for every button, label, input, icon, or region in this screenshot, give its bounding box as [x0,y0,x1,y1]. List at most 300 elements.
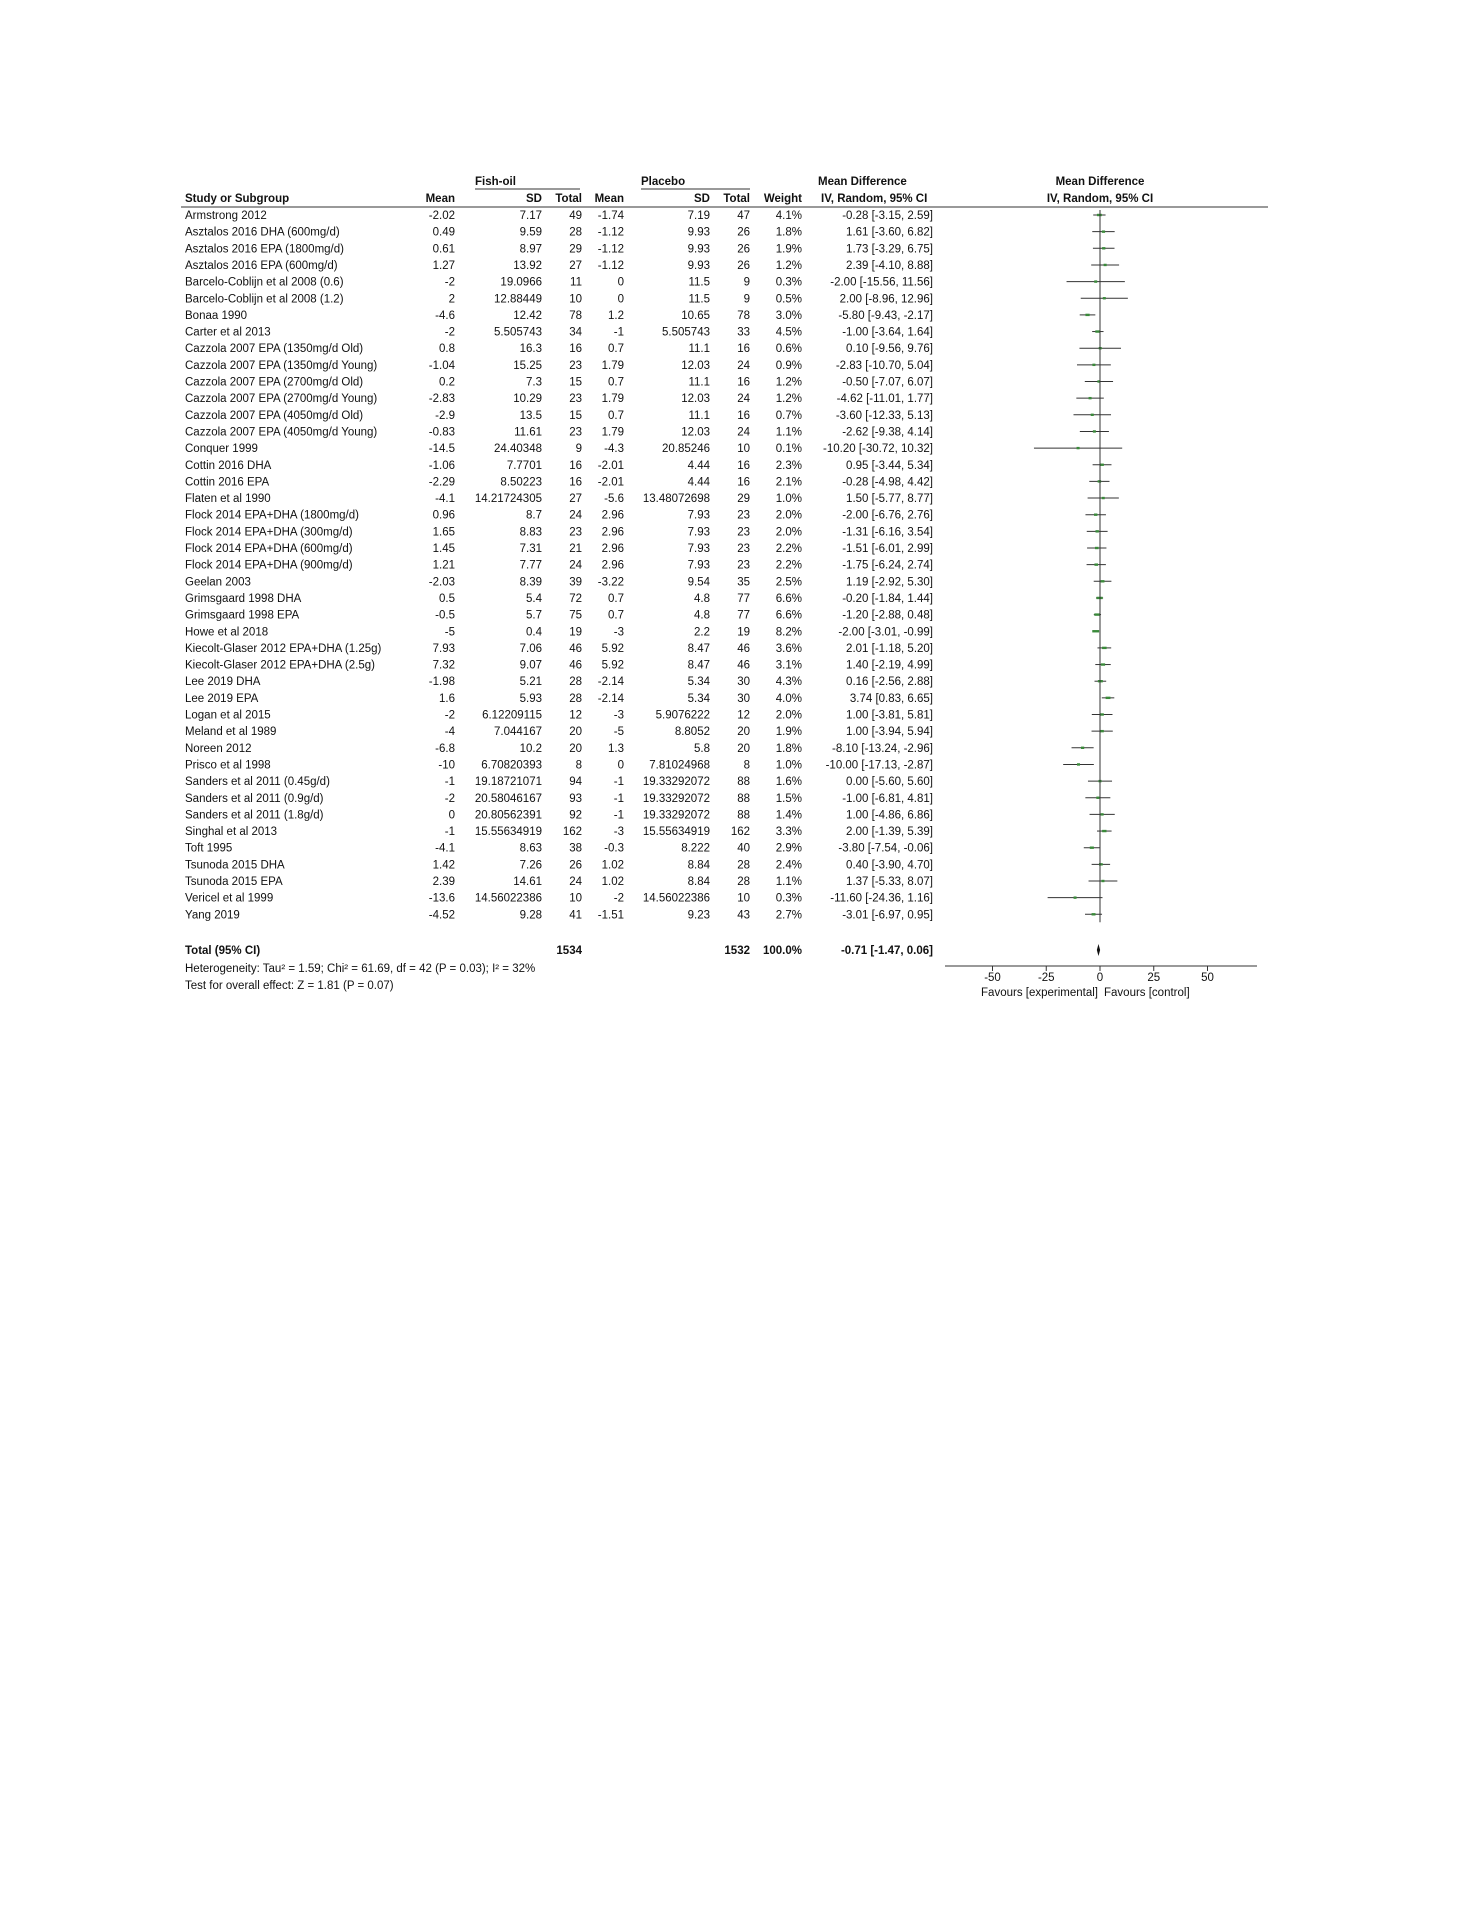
study-name: Cazzola 2007 EPA (1350mg/d Young) [185,359,378,372]
placebo-total: 88 [737,792,750,805]
fish-oil-mean: -5 [444,626,455,639]
point-estimate-marker [1100,730,1103,732]
total-ci: -0.71 [-1.47, 0.06] [840,945,933,957]
study-weight: 0.3% [775,276,802,289]
placebo-sd: 14.56022386 [642,892,710,905]
placebo-sd: 7.93 [687,509,710,522]
fish-oil-total: 38 [569,842,582,855]
mean-difference-ci: 1.37 [-5.33, 8.07] [846,876,933,888]
fish-oil-mean: 0.5 [439,592,455,605]
fish-oil-sd: 10.2 [519,742,542,755]
fish-oil-sd: 7.77 [519,559,542,572]
study-weight: 0.6% [775,343,802,356]
placebo-total: 16 [737,376,750,389]
placebo-mean: 1.79 [601,359,624,372]
table-row [185,660,933,672]
table-row [185,426,933,438]
placebo-mean: 0.7 [608,409,624,422]
fish-oil-total: 26 [569,859,582,872]
table-row [185,360,933,372]
mean-difference-ci: 2.01 [-1.18, 5.20] [846,642,933,655]
study-weight: 1.4% [775,809,802,822]
point-estimate-marker [1081,747,1084,749]
study-name: Prisco et al 1998 [185,759,271,772]
mean-difference-ci: -0.28 [-3.15, 2.59] [842,210,933,222]
study-name: Barcelo-Coblijn et al 2008 (0.6) [185,276,344,289]
placebo-sd: 8.222 [681,842,710,855]
fish-oil-total: 28 [569,226,582,239]
x-tick-label: 50 [1201,972,1214,984]
fish-oil-total: 16 [569,459,582,472]
study-weight: 2.7% [775,909,802,922]
table-row [185,776,933,788]
fish-oil-total: 46 [569,642,582,655]
fish-oil-sd: 7.26 [519,859,542,872]
fish-oil-total: 75 [569,609,582,622]
table-row [185,643,933,655]
table-row [185,893,933,905]
table-row [185,393,933,405]
placebo-total: 77 [737,592,750,605]
placebo-sd: 20.85246 [662,443,710,456]
fish-oil-total: 162 [562,826,582,839]
placebo-total: 20 [737,742,750,755]
mean-difference-ci: 0.10 [-9.56, 9.76] [846,343,933,356]
fish-oil-total: 19 [569,626,582,639]
fish-oil-total: 27 [569,259,582,272]
study-weight: 2.0% [775,709,802,722]
point-estimate-marker [1102,230,1105,232]
table-row [185,210,933,222]
point-estimate-marker [1092,630,1099,632]
study-name: Grimsgaard 1998 DHA [185,592,302,605]
placebo-total: 29 [737,493,750,506]
fish-oil-mean: -13.6 [428,892,455,905]
table-row [185,793,933,805]
table-row [185,260,933,272]
placebo-total: 9 [743,276,750,289]
study-name: Cazzola 2007 EPA (2700mg/d Young) [185,393,378,406]
mean-difference-ci: 2.39 [-4.10, 8.88] [846,259,933,272]
placebo-sd: 7.81024968 [649,759,710,772]
placebo-sd: 12.03 [681,393,710,406]
fish-oil-sd: 9.07 [519,659,542,672]
placebo-sd: 8.84 [687,876,710,888]
point-estimate-marker [1101,880,1104,882]
plot-subheader: IV, Random, 95% CI [1046,193,1154,205]
placebo-sd: 7.19 [687,210,710,222]
table-row [185,876,933,888]
study-weight: 2.1% [775,476,802,489]
study-name: Asztalos 2016 EPA (600mg/d) [185,259,338,272]
fish-oil-mean: 7.93 [432,642,455,655]
study-name: Kiecolt-Glaser 2012 EPA+DHA (2.5g) [185,659,375,672]
mean-difference-ci: -1.20 [-2.88, 0.48] [842,609,933,622]
study-weight: 3.3% [775,826,802,839]
study-name: Grimsgaard 1998 EPA [185,609,300,622]
placebo-mean: 0 [617,759,624,772]
fish-oil-total: 20 [569,726,582,739]
table-row [185,826,933,838]
fish-oil-sd: 12.42 [513,309,542,322]
placebo-mean: -1.51 [597,909,624,922]
table-row [185,476,933,488]
study-name: Barcelo-Coblijn et al 2008 (1.2) [185,293,344,306]
placebo-total: 24 [737,393,750,406]
mean-difference-ci: -2.00 [-15.56, 11.56] [830,276,933,289]
sd2-header: SD [694,193,710,205]
placebo-sd: 5.9076222 [655,709,710,722]
point-estimate-marker [1098,480,1101,482]
fish-oil-sd: 12.88449 [494,293,542,306]
fish-oil-sd: 9.28 [519,909,542,922]
fish-oil-total: 12 [569,709,582,722]
study-weight: 6.6% [775,609,802,622]
point-estimate-marker [1101,580,1105,582]
placebo-sd: 5.34 [687,676,710,689]
placebo-mean: 0.7 [608,343,624,356]
mean-difference-ci: 1.40 [-2.19, 4.99] [846,659,933,672]
placebo-sd: 10.65 [681,309,710,322]
fish-oil-sd: 8.97 [519,243,542,256]
placebo-sd: 8.47 [687,642,710,655]
fish-oil-total: 24 [569,876,582,888]
fish-oil-mean: 2 [448,293,455,306]
study-name: Armstrong 2012 [185,210,267,222]
table-row [185,593,933,605]
placebo-sd: 19.33292072 [642,809,710,822]
study-weight: 3.1% [775,659,802,672]
fish-oil-mean: -1 [444,826,455,839]
fish-oil-sd: 5.21 [519,676,542,689]
study-weight: 1.6% [775,776,802,789]
mean-difference-ci: -8.10 [-13.24, -2.96] [831,742,933,755]
fish-oil-total: 15 [569,376,582,389]
point-estimate-marker [1095,547,1099,549]
total2-header: Total [723,193,750,205]
fish-oil-mean: -4.6 [435,309,455,322]
table-row [185,576,933,588]
fish-oil-sd: 16.3 [519,343,542,356]
fish-oil-total: 28 [569,692,582,705]
mean-difference-ci: 1.61 [-3.60, 6.82] [846,226,933,239]
study-weight: 0.5% [775,293,802,306]
point-estimate-marker [1102,497,1105,499]
fish-oil-mean: -2.9 [435,409,455,422]
group2-header: Placebo [641,176,686,188]
mean-difference-ci: 1.00 [-4.86, 6.86] [846,809,933,822]
fish-oil-mean: -2.02 [428,210,455,222]
study-weight: 1.8% [775,742,802,755]
fish-oil-mean: 0.96 [432,509,455,522]
table-row [185,610,933,622]
mean-difference-ci: 0.95 [-3.44, 5.34] [846,459,933,472]
placebo-sd: 19.33292072 [642,776,710,789]
placebo-total: 78 [737,309,750,322]
study-name: Sanders et al 2011 (1.8g/d) [185,809,324,822]
mean-difference-ci: -11.60 [-24.36, 1.16] [830,892,933,905]
fish-oil-mean: 0.2 [439,376,455,389]
placebo-total: 16 [737,459,750,472]
fish-oil-mean: -4 [444,726,455,739]
fish-oil-sd: 13.92 [513,259,542,272]
fish-oil-mean: -0.83 [428,426,455,439]
mean-difference-ci: -1.00 [-3.64, 1.64] [842,326,933,339]
fish-oil-total: 16 [569,476,582,489]
placebo-mean: 0 [617,293,624,306]
placebo-total: 88 [737,809,750,822]
study-name: Meland et al 1989 [185,726,277,739]
placebo-mean: -1 [613,809,624,822]
fish-oil-total: 8 [575,759,582,772]
study-weight: 1.2% [775,393,802,406]
placebo-mean: 2.96 [601,559,624,572]
point-estimate-marker [1094,563,1098,565]
fish-oil-sd: 10.29 [513,393,542,406]
fish-oil-total: 29 [569,243,582,256]
study-rows [185,210,933,921]
total-n2: 1532 [724,945,750,957]
fish-oil-sd: 15.25 [513,359,542,372]
study-weight: 4.5% [775,326,802,339]
study-weight: 4.3% [775,676,802,689]
point-estimate-marker [1089,397,1092,399]
placebo-sd: 11.1 [688,343,710,356]
point-estimate-marker [1102,647,1107,649]
mean-difference-ci: -10.00 [-17.13, -2.87] [825,759,933,772]
study-name: Flaten et al 1990 [185,493,271,506]
fish-oil-mean: 0 [448,809,455,822]
point-estimate-marker [1102,247,1105,249]
placebo-total: 23 [737,509,750,522]
mean-difference-ci: 0.40 [-3.90, 4.70] [846,859,933,872]
placebo-sd: 8.47 [687,659,710,672]
placebo-mean: -1.12 [597,226,624,239]
fish-oil-total: 94 [569,776,582,789]
placebo-total: 30 [737,676,750,689]
x-tick-label: -50 [984,972,1001,984]
fish-oil-total: 11 [570,276,582,289]
placebo-total: 26 [737,259,750,272]
sd1-header: SD [526,193,542,205]
fish-oil-total: 72 [569,592,582,605]
study-name: Conquer 1999 [185,443,258,456]
mean-difference-ci: -0.20 [-1.84, 1.44] [842,592,933,605]
fish-oil-mean: -4.1 [435,493,455,506]
placebo-sd: 9.93 [687,243,710,256]
point-estimate-marker [1077,763,1080,765]
point-estimate-marker [1074,896,1077,898]
study-name: Sanders et al 2011 (0.9g/d) [185,792,324,805]
study-weight: 2.4% [775,859,802,872]
placebo-sd: 13.48072698 [642,493,710,506]
study-name: Cottin 2016 EPA [185,476,270,489]
favours-left-label: Favours [experimental] [981,987,1098,999]
placebo-sd: 11.5 [688,293,710,306]
point-estimate-marker [1094,280,1097,282]
fish-oil-total: 15 [569,409,582,422]
fish-oil-sd: 7.06 [519,642,542,655]
placebo-mean: 0.7 [608,376,624,389]
placebo-mean: -5.6 [604,493,624,506]
study-weight: 4.0% [775,692,802,705]
placebo-mean: -0.3 [604,842,624,855]
fish-oil-mean: 0.8 [439,343,455,356]
fish-oil-sd: 14.21724305 [474,493,542,506]
placebo-total: 19 [737,626,750,639]
placebo-sd: 4.8 [694,609,710,622]
mean-difference-ci: -3.60 [-12.33, 5.13] [835,409,933,422]
study-name: Singhal et al 2013 [185,826,278,839]
placebo-sd: 7.93 [687,526,710,539]
fish-oil-sd: 14.56022386 [474,892,542,905]
mean-difference-ci: -2.62 [-9.38, 4.14] [842,426,933,439]
study-weight: 3.6% [775,642,802,655]
pooled-estimate-diamond [1097,944,1100,956]
point-estimate-marker [1103,297,1106,299]
point-estimate-marker [1101,663,1105,665]
fish-oil-mean: 0.61 [432,243,455,256]
fish-oil-total: 34 [569,326,582,339]
study-name: Toft 1995 [185,842,233,855]
table-row [185,277,933,289]
mean-difference-ci: 1.00 [-3.94, 5.94] [846,726,933,739]
placebo-sd: 9.54 [687,576,710,589]
fish-oil-total: 39 [569,576,582,589]
fish-oil-total: 24 [569,559,582,572]
placebo-sd: 11.1 [688,376,710,389]
fish-oil-mean: 7.32 [432,659,455,672]
fish-oil-mean: 1.45 [432,543,455,555]
study-weight: 2.5% [775,576,802,589]
study-weight: 1.2% [775,259,802,272]
fish-oil-mean: -6.8 [435,742,455,755]
point-estimate-marker [1094,514,1097,516]
fish-oil-total: 92 [569,809,582,822]
placebo-sd: 5.8 [694,742,710,755]
x-tick-label: 25 [1147,972,1161,984]
placebo-total: 30 [737,692,750,705]
fish-oil-mean: 1.27 [432,259,455,272]
fish-oil-mean: -4.1 [435,842,455,855]
placebo-total: 35 [737,576,750,589]
study-name: Carter et al 2013 [185,326,271,339]
placebo-sd: 4.8 [694,592,710,605]
placebo-mean: -2.14 [597,692,624,705]
table-row [185,743,933,755]
fish-oil-sd: 7.31 [519,543,542,555]
study-name: Tsunoda 2015 DHA [185,859,285,872]
table-row [185,676,933,688]
placebo-sd: 11.1 [688,409,710,422]
study-name: Noreen 2012 [185,742,252,755]
placebo-sd: 9.93 [687,259,710,272]
table-row [185,560,933,572]
table-row [185,377,933,389]
study-name: Cazzola 2007 EPA (1350mg/d Old) [185,343,364,356]
placebo-mean: 1.02 [601,859,624,872]
mean-difference-ci: 2.00 [-8.96, 12.96] [839,293,933,306]
table-row [185,327,933,339]
fish-oil-sd: 7.7701 [506,459,542,472]
placebo-total: 23 [737,526,750,539]
placebo-total: 16 [737,409,750,422]
mean-difference-ci: -0.50 [-7.07, 6.07] [842,376,933,389]
placebo-mean: 1.3 [608,742,624,755]
fish-oil-sd: 13.5 [519,409,542,422]
fish-oil-sd: 19.18721071 [474,776,542,789]
placebo-total: 10 [737,443,750,456]
fish-oil-total: 10 [569,892,582,905]
study-weight: 1.8% [775,226,802,239]
fish-oil-sd: 5.4 [526,592,542,605]
fish-oil-mean: 1.42 [432,859,455,872]
fish-oil-mean: -14.5 [428,443,455,456]
mean-difference-ci: -5.80 [-9.43, -2.17] [838,309,933,322]
placebo-mean: -3 [613,826,624,839]
study-weight: 1.9% [775,726,802,739]
placebo-total: 26 [737,243,750,256]
md-column-subheader: IV, Random, 95% CI [821,193,928,205]
study-weight: 6.6% [775,592,802,605]
fish-oil-sd: 7.3 [526,376,542,389]
placebo-mean: 0.7 [608,609,624,622]
mean-difference-ci: 1.50 [-5.77, 8.77] [846,493,933,506]
placebo-sd: 2.2 [694,626,710,639]
placebo-mean: 0 [617,276,624,289]
point-estimate-marker [1092,913,1096,915]
placebo-mean: 2.96 [601,543,624,555]
fish-oil-total: 93 [569,792,582,805]
fish-oil-sd: 24.40348 [494,443,542,456]
placebo-sd: 19.33292072 [642,792,710,805]
placebo-sd: 4.44 [687,476,710,489]
placebo-mean: -1.12 [597,259,624,272]
mean-difference-ci: -1.51 [-6.01, 2.99] [842,543,933,555]
placebo-sd: 5.505743 [662,326,710,339]
table-row [185,909,933,921]
study-weight: 1.9% [775,243,802,256]
placebo-sd: 8.84 [687,859,710,872]
placebo-sd: 5.34 [687,692,710,705]
fish-oil-sd: 14.61 [513,876,542,888]
mean-difference-ci: -4.62 [-11.01, 1.77] [836,393,933,406]
fish-oil-mean: -2.83 [428,393,455,406]
point-estimate-marker [1095,530,1098,532]
table-row [185,859,933,871]
placebo-mean: -2.01 [597,476,624,489]
placebo-total: 12 [737,709,750,722]
fish-oil-sd: 9.59 [519,226,542,239]
fish-oil-sd: 20.80562391 [474,809,542,822]
placebo-sd: 9.93 [687,226,710,239]
placebo-total: 40 [737,842,750,855]
study-weight: 1.2% [775,376,802,389]
placebo-mean: -1.12 [597,243,624,256]
study-weight: 0.9% [775,359,802,372]
fish-oil-sd: 20.58046167 [474,792,542,805]
study-name: Cazzola 2007 EPA (4050mg/d Young) [185,426,378,439]
placebo-sd: 15.55634919 [642,826,710,839]
plot-marks [945,210,1257,984]
placebo-mean: 1.79 [601,426,624,439]
fish-oil-total: 27 [569,493,582,506]
placebo-mean: -2.01 [597,459,624,472]
fish-oil-sd: 8.7 [526,509,542,522]
placebo-total: 28 [737,859,750,872]
table-row [185,343,933,355]
table-row [185,543,933,555]
